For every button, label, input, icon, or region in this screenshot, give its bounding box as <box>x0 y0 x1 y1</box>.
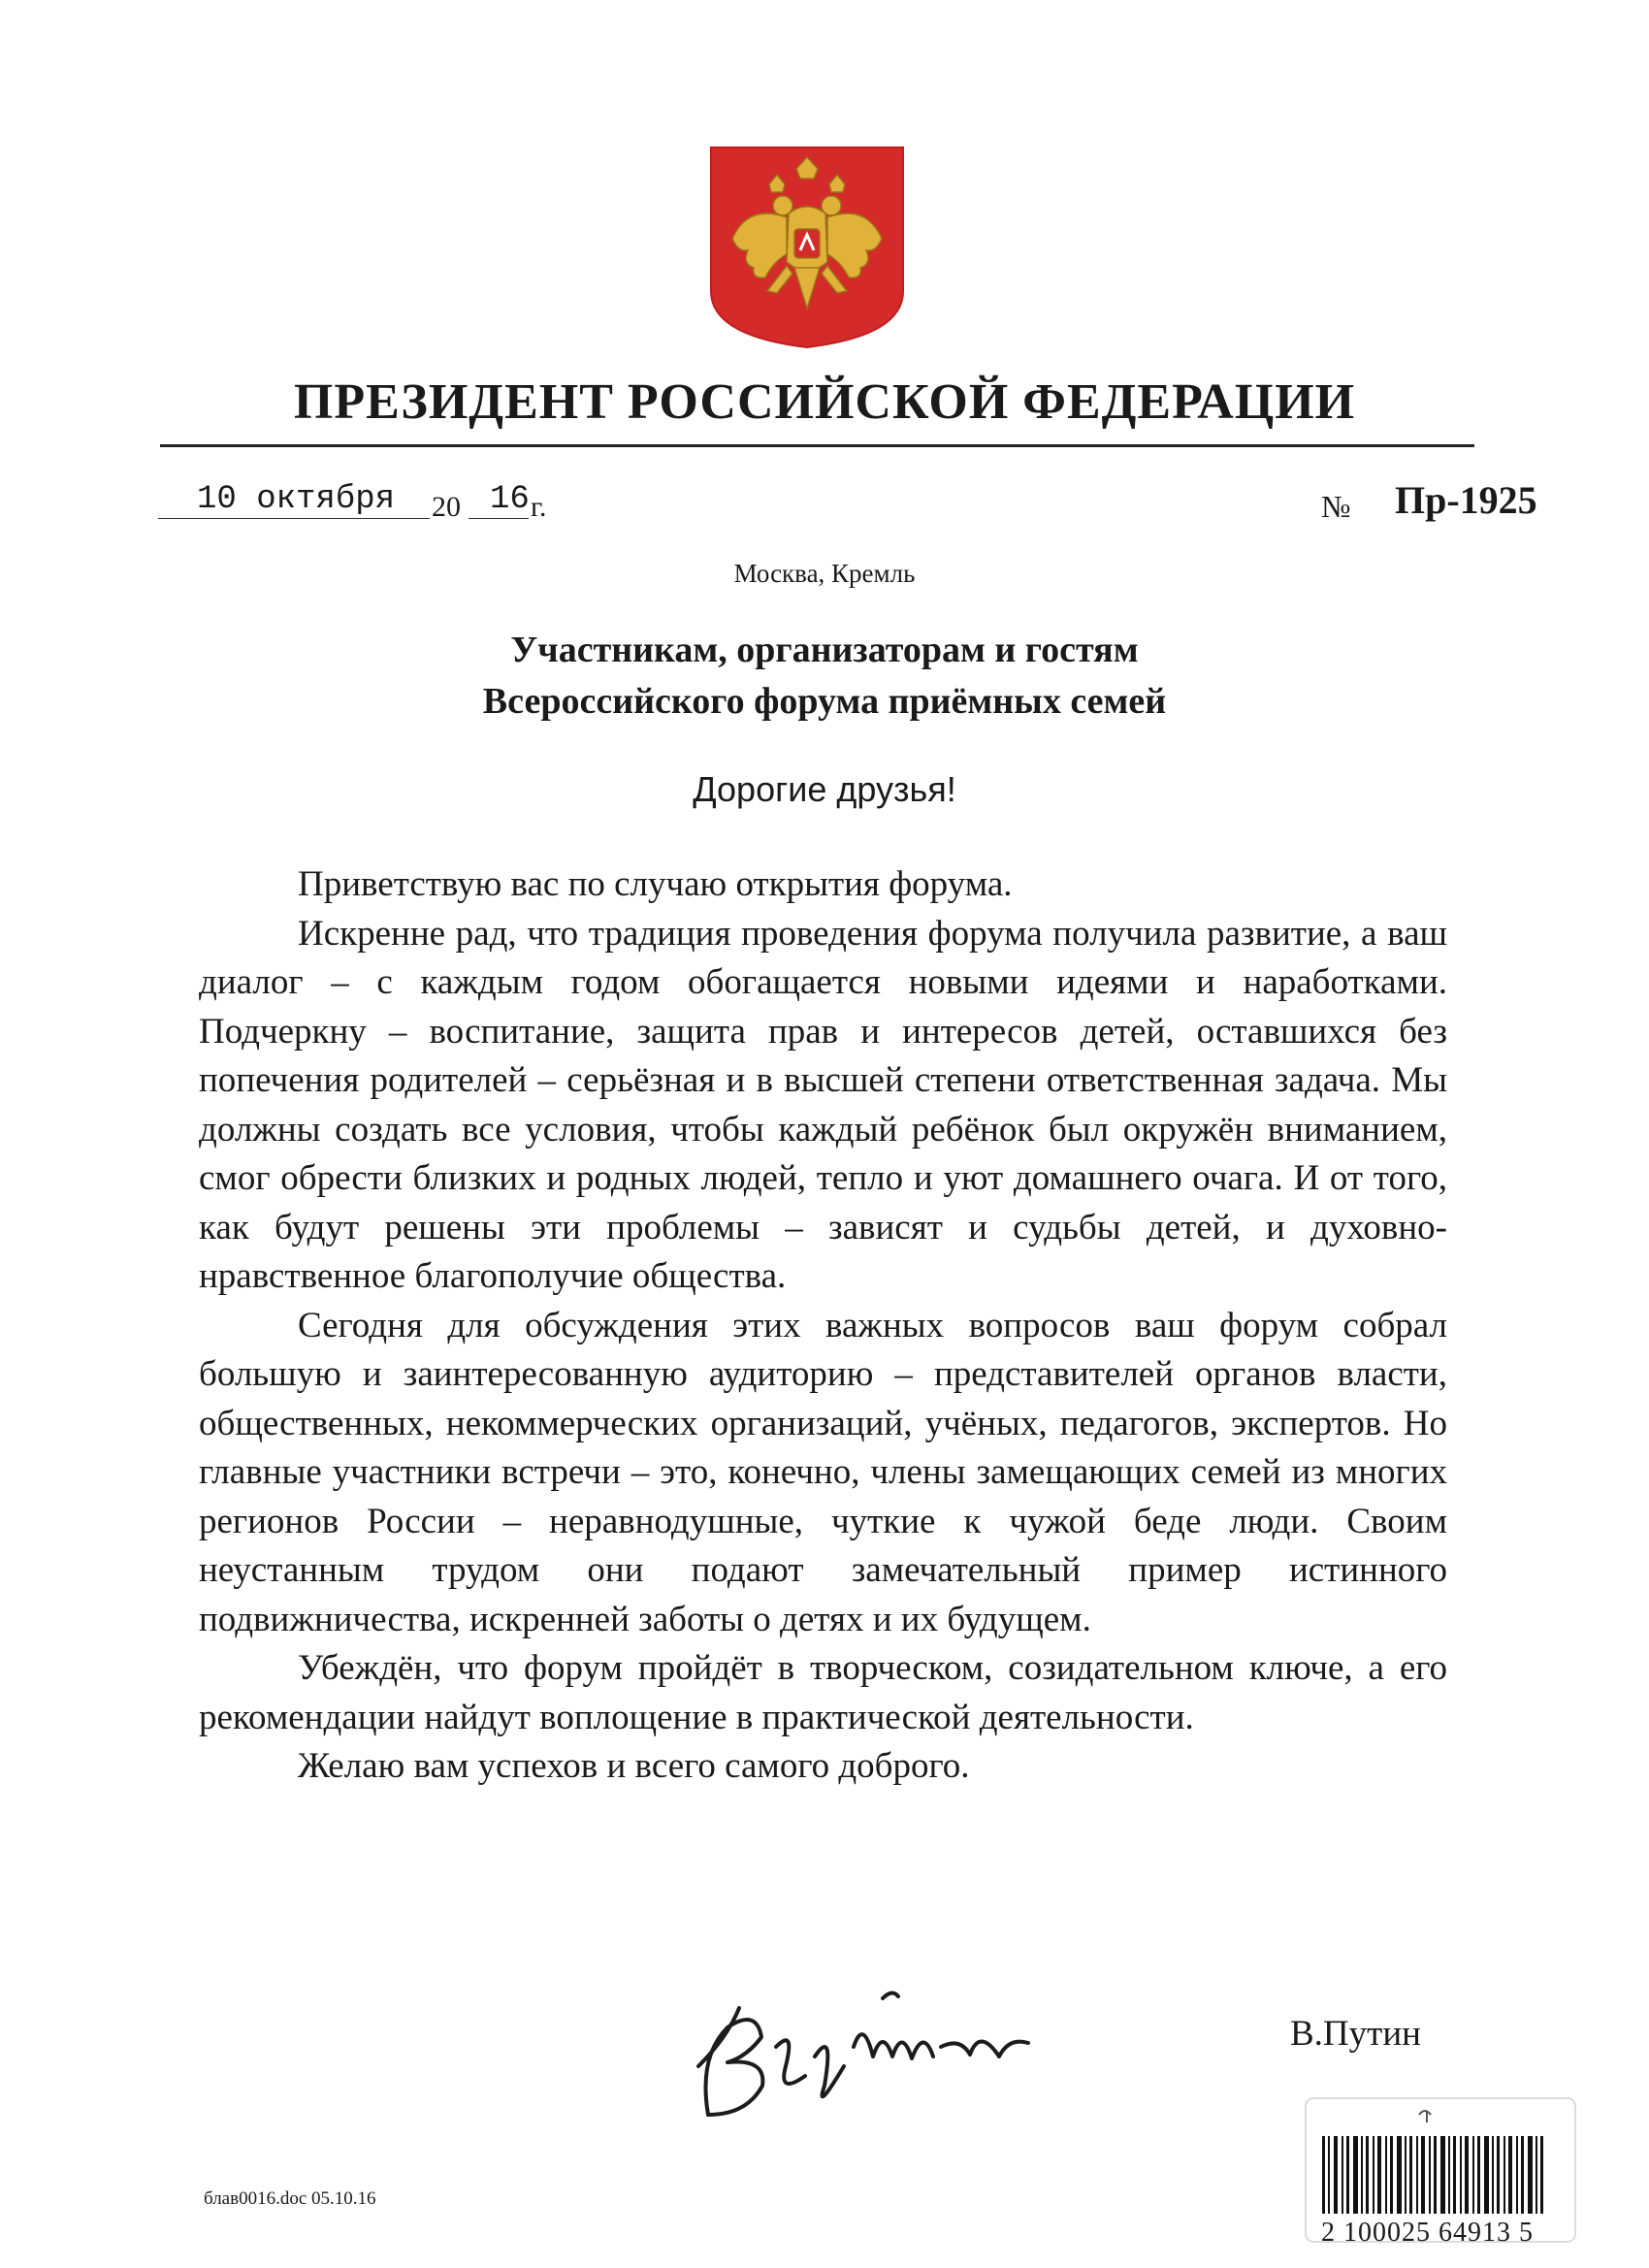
signatory-name: В.Путин <box>1290 2014 1421 2054</box>
paragraph: Приветствую вас по случаю открытия форума. <box>298 864 1013 904</box>
date-century: 20 <box>432 491 461 523</box>
header-divider <box>160 444 1474 447</box>
paragraph: Убеждён, что форум пройдёт в творческом, созидательном ключе, а его рекомендации найдут воплощение в практической деятельности. <box>199 1648 1447 1737</box>
addressee-line: Всероссийского форума приёмных семей <box>482 681 1167 722</box>
coat-of-arms-icon <box>709 146 905 349</box>
date-day: 10 октября <box>197 481 396 518</box>
paragraph: Сегодня для обсуждения этих важных вопросов ваш форум собрал большую и заинтересованную аудиторию – представителей органов власти, общественных, некоммерческих организаций, учёных, педагогов, экспертов. Но главные участники встречи – это, конечно, члены замещающих семей из многих регионов России – неравнодушные, чуткие к чужой беде люди. Своим неустанным трудом они подают замечательный пример истинного подвижничества, искренней заботы о детях и их будущем. <box>199 1305 1447 1639</box>
number-sign: № <box>1321 489 1351 524</box>
letter-body <box>199 860 1447 1792</box>
addressee-line: Участникам, организаторам и гостям <box>510 630 1139 670</box>
barcode-number: 2 100025 64913 5 <box>1321 2218 1534 2248</box>
year-underline <box>469 518 529 519</box>
addressee <box>194 625 1455 728</box>
date-year: 16 <box>490 481 530 518</box>
date-underline <box>158 518 430 519</box>
paragraph: Желаю вам успехов и всего самого доброго. <box>298 1746 970 1786</box>
document-date <box>158 477 566 526</box>
file-reference: блав0016.doc 05.10.16 <box>204 2188 376 2209</box>
document-place: Москва, Кремль <box>733 559 916 588</box>
header-title: ПРЕЗИДЕНТ РОССИЙСКОЙ ФЕДЕРАЦИИ <box>293 374 1356 430</box>
paragraph: Искренне рад, что традиция проведения форума получила развитие, а ваш диалог – с каждым годом обогащается новыми идеями и наработками. Подчеркну – воспитание, защита прав и интересов детей, оставшихся без попечения родителей – серьёзная и в высшей степени ответственная задача. Мы должны создать все условия, чтобы каждый ребёнок был окружён вниманием, смог обрести близких и родных людей, тепло и уют домашнего очага. И от того, как будут решены эти проблемы – зависят и судьбы детей, и духовно-нравственное благополучие общества. <box>199 913 1447 1296</box>
salutation: Дорогие друзья! <box>693 769 956 809</box>
date-suffix: г. <box>531 491 547 523</box>
handwritten-signature <box>669 1969 1154 2134</box>
document-number: Пр-1925 <box>1395 478 1537 522</box>
